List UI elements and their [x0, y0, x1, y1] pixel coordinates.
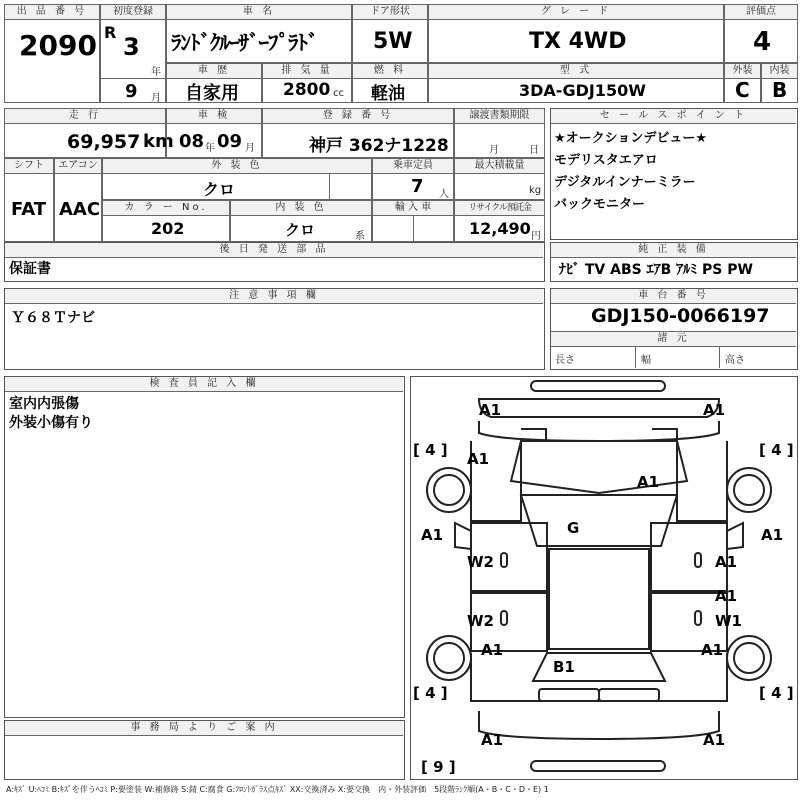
- recycle-unit: 円: [531, 231, 541, 242]
- year-unit: 年: [151, 67, 161, 78]
- interior-color: クロ: [285, 221, 316, 239]
- interior-label: 内装: [762, 64, 797, 79]
- capacity: 7: [411, 176, 424, 197]
- grade-label: グ レ ー ド: [429, 5, 723, 20]
- registration-number-label: 登 録 番 号: [263, 109, 453, 124]
- legend: A:ｷｽﾞ U:ﾍｺﾐ B:ｷｽﾞを伴うﾍｺﾐ P:要塗装 W:補修跡 S:錆 C:腐食 G:ﾌﾛﾝﾄｶﾞﾗｽ点ｷｽﾞ XX:交換済み X:要交換 内・外装評価 5段階ﾗﾝｸ順(A・B・C・D・E) 1: [6, 785, 549, 794]
- capacity-cell: [372, 158, 454, 200]
- model-code: 3DA-GDJ150W: [519, 81, 646, 100]
- mileage: 69,957: [67, 131, 141, 153]
- tire-fr-grade: [ 4 ]: [759, 441, 794, 459]
- grade: TX 4WD: [529, 29, 627, 54]
- car-name: ﾗﾝﾄﾞｸﾙｰｻﾞｰﾌﾟﾗﾄﾞ: [171, 31, 318, 55]
- mark-rear-door-l: W2: [467, 612, 494, 630]
- car-name-cell: [166, 4, 352, 63]
- tire-fl-grade: [ 4 ]: [413, 441, 448, 459]
- inspector-note-1: 室内内張傷: [9, 396, 79, 412]
- tire-rl-grade: [ 4 ]: [413, 684, 448, 702]
- mark-quarter-l: A1: [481, 641, 504, 659]
- model-cell: [428, 63, 724, 103]
- genuine-equipment-value: ﾅﾋﾞ TV ABS ｴｱB ｱﾙﾐ PS PW: [559, 262, 753, 278]
- inspection-label: 車 検: [167, 109, 261, 124]
- registration-year: 3: [123, 33, 140, 61]
- tire-rr-grade: [ 4 ]: [759, 684, 794, 702]
- car-name-label: 車 名: [167, 5, 351, 20]
- transfer-month-unit: 月: [489, 145, 499, 156]
- fuel: 軽油: [371, 84, 405, 104]
- sales-point-2: モデリスタエアロ: [554, 153, 658, 168]
- door-label: ドア形状: [353, 5, 427, 20]
- capacity-unit: 人: [439, 189, 449, 200]
- inspection-month: 09: [217, 131, 243, 152]
- color-number-cell: [102, 200, 230, 242]
- inspector-note-2: 外装小傷有り: [9, 415, 93, 431]
- later-parts-box: [4, 242, 545, 282]
- registration-number: 神戸 362ナ1228: [309, 136, 449, 156]
- spare-tire-grade: [ 9 ]: [421, 758, 456, 776]
- color-number: 202: [151, 219, 185, 238]
- notes-value: Ｙ６８Ｔナビ: [11, 310, 95, 326]
- interior-color-unit: 系: [355, 231, 365, 242]
- mileage-cell: [4, 108, 174, 158]
- score-label: 評価点: [725, 5, 797, 20]
- lot-number-label: 出 品 番 号: [5, 5, 99, 20]
- exterior-grade: C: [735, 78, 750, 102]
- mark-front-door-r: A1: [715, 553, 738, 571]
- first-registration-cell: [100, 4, 166, 103]
- grade-cell: [428, 4, 724, 63]
- door-cell: [352, 4, 428, 63]
- office-label: 事 務 局 よ り ご 案 内: [5, 721, 403, 736]
- lot-number: 2090: [19, 29, 97, 62]
- sales-points-box: [550, 108, 798, 240]
- damage-diagram-box: [410, 376, 798, 780]
- inspection-cell: [166, 108, 262, 158]
- interior-cell: [761, 63, 798, 103]
- exterior-label: 外装: [725, 64, 760, 79]
- mark-hood-l: A1: [467, 450, 490, 468]
- genuine-equipment-label: 純 正 装 備: [551, 243, 796, 258]
- transfer-day-unit: 日: [529, 145, 539, 156]
- length-label: 長さ: [555, 355, 575, 366]
- inspector-label: 検 査 員 記 入 欄: [5, 377, 403, 392]
- exterior-color-label: 外 装 色: [103, 159, 371, 174]
- inspector-box: [4, 376, 405, 718]
- mark-rear-bumper-r: A1: [703, 731, 726, 749]
- genuine-equipment-box: [550, 242, 798, 282]
- car-diagram: [411, 377, 797, 779]
- sales-point-1: ★オークションデビュー★: [554, 131, 708, 146]
- aircon: AAC: [59, 199, 101, 220]
- mark-rear-door-r-2: W1: [715, 612, 742, 630]
- interior-color-cell: [230, 200, 372, 242]
- inspection-month-unit: 月: [245, 143, 255, 154]
- displacement-cell: [262, 63, 352, 103]
- mark-roof-rear: B1: [553, 658, 575, 676]
- mark-rear-bumper-l: A1: [481, 731, 504, 749]
- recycle-fee: 12,490: [469, 219, 531, 238]
- office-box: [4, 720, 405, 780]
- inspection-year: 08: [179, 131, 205, 152]
- sales-point-4: バックモニター: [554, 197, 646, 212]
- displacement-unit: cc: [333, 88, 344, 99]
- interior-color-label: 内 装 色: [231, 201, 371, 216]
- mark-quarter-r: A1: [701, 641, 724, 659]
- max-load-cell: [454, 158, 545, 200]
- transfer-deadline-label: 譲渡書類期限: [455, 109, 544, 124]
- era: R: [104, 23, 117, 42]
- shift: FAT: [11, 199, 47, 220]
- inspection-year-unit: 年: [205, 143, 215, 154]
- score-cell: [724, 4, 798, 63]
- exterior-color: クロ: [203, 180, 236, 199]
- aircon-cell: [54, 158, 102, 242]
- score: 4: [753, 27, 772, 57]
- mark-front-bumper-l: A1: [479, 401, 502, 419]
- first-registration-label: 初度登録: [101, 5, 165, 20]
- notes-box: [4, 288, 545, 370]
- mileage-label: 走 行: [5, 109, 165, 124]
- max-load-unit: kg: [529, 185, 542, 196]
- month-unit: 月: [151, 93, 161, 104]
- chassis-number: GDJ150-0066197: [591, 305, 770, 327]
- mark-hood-r: A1: [637, 473, 660, 491]
- color-number-label: カ ラ ー No.: [103, 201, 229, 216]
- recycle-cell: [454, 200, 545, 242]
- history-cell: [166, 63, 262, 103]
- max-load-label: 最大積載量: [455, 159, 544, 174]
- mark-windshield: G: [567, 519, 580, 537]
- recycle-label: リサイクル預託金: [455, 201, 544, 216]
- notes-label: 注 意 事 項 欄: [5, 289, 543, 304]
- mark-rear-door-r-1: A1: [715, 587, 738, 605]
- door-type: 5W: [373, 29, 413, 54]
- height-label: 高さ: [725, 355, 745, 366]
- chassis-box: [550, 288, 798, 370]
- registration-month: 9: [125, 81, 138, 102]
- displacement-label: 排 気 量: [263, 64, 351, 79]
- chassis-label: 車 台 番 号: [551, 289, 796, 304]
- transfer-deadline-cell: [454, 108, 545, 158]
- capacity-label: 乗車定員: [373, 159, 453, 174]
- import-label: 輸 入 車: [373, 201, 453, 216]
- exterior-color-cell: [102, 158, 372, 200]
- fuel-label: 燃 料: [353, 64, 427, 79]
- import-cell: [372, 200, 454, 242]
- registration-number-cell: [262, 108, 454, 158]
- fuel-cell: [352, 63, 428, 103]
- width-label: 幅: [641, 355, 651, 366]
- interior-grade: B: [772, 78, 788, 102]
- sales-point-3: デジタルインナーミラー: [554, 175, 696, 190]
- mileage-unit: km: [143, 131, 174, 152]
- sales-points-label: セ ー ル ス ポ イ ン ト: [551, 109, 796, 124]
- mark-front-door-l: W2: [467, 553, 494, 571]
- dimensions-label: 諸 元: [551, 331, 796, 347]
- mark-fender-l: A1: [421, 526, 444, 544]
- mark-fender-r: A1: [761, 526, 784, 544]
- history-label: 車 歴: [167, 64, 261, 79]
- history: 自家用: [185, 83, 239, 104]
- later-parts-value: 保証書: [9, 261, 51, 277]
- aircon-label: エアコン: [55, 159, 101, 174]
- shift-label: シフト: [5, 159, 53, 174]
- shift-cell: [4, 158, 54, 242]
- model-label: 型 式: [429, 64, 723, 79]
- lot-number-cell: [4, 4, 100, 103]
- exterior-cell: [724, 63, 761, 103]
- displacement: 2800: [283, 80, 331, 100]
- later-parts-label: 後 日 発 送 部 品: [5, 243, 543, 258]
- mark-front-bumper-r: A1: [703, 401, 726, 419]
